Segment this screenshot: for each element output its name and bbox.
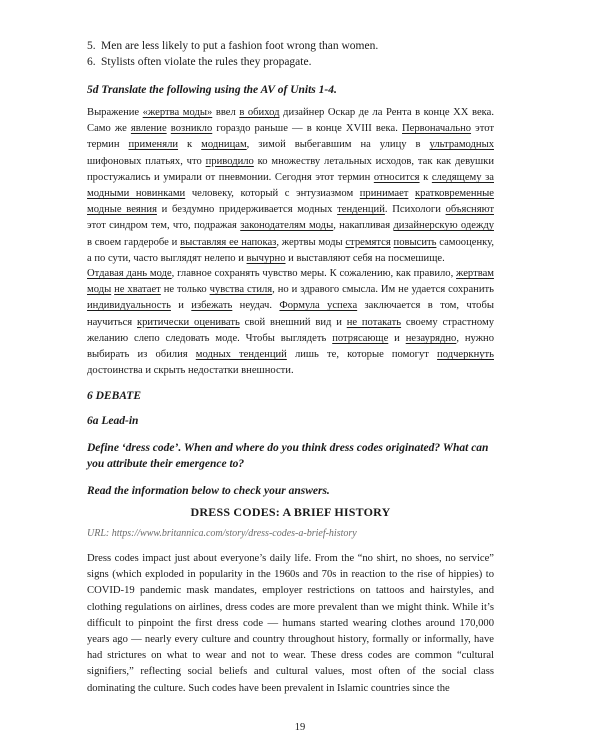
underlined-term: не потакать [346,316,402,328]
text-run: человеку, который с энтузиазмом [185,188,360,200]
text-run: , зимой выбегавшим на улицу в [246,139,430,151]
text-run: , но и здравого смысла. Им не удается сохранить [272,284,494,296]
underlined-term: модных тенденций [195,349,287,361]
russian-paragraph-1 [87,105,494,267]
underlined-term: Отдавая дань моде [87,268,172,279]
underlined-term: тенденций [337,204,385,216]
text-run: гораздо раньше — в конце XVIII века. [212,123,403,135]
underlined-term: Формула успеха [279,300,358,312]
underlined-term: Первоначально [402,123,472,135]
underlined-term: избежать [191,300,233,312]
text-run: и бездумно придерживается модных [156,204,338,216]
underlined-term: применяли [128,139,179,151]
underlined-term: принимает [359,188,409,200]
list-number: 5. [87,40,96,52]
section-6-heading: 6 DEBATE [87,390,142,402]
list-item [87,54,494,70]
text-run: к [419,171,432,183]
text-run: , главное сохранять чувство меры. К сожалению, как правило, [171,268,457,279]
text-run: и [388,332,406,344]
text-run: к [178,139,202,151]
underlined-term: чувства стиля [209,284,273,296]
text-run: . Психологи [384,204,446,216]
underlined-term: возникло [170,123,213,135]
underlined-term: повысить [393,236,437,248]
article-url: URL: https://www.britannica.com/story/dress-codes-a-brief-history [87,528,357,539]
underlined-term: приводило [205,155,254,167]
section-6a-heading: 6a Lead-in [87,415,139,427]
section-5d-heading: 5d Translate the following using the AV of Units 1-4. [87,84,337,96]
text-run: своему страстному желанию слепо следовать моде. Чтобы выглядеть [87,316,495,344]
underlined-term: индивидуальность [87,300,171,312]
underlined-term: вычурно [246,252,286,264]
list-text: Men are less likely to put a fashion foot wrong than women. [101,40,379,52]
underlined-term: стремятся [345,236,391,248]
underlined-term: следящему за модными новинками [87,171,494,200]
underlined-term: «жертва моды» [142,107,213,118]
underlined-term: жертвам моды [87,268,494,296]
underlined-term: подчеркнуть [437,349,494,361]
text-run: ко множеству летальных исходов, так как девушки простужались и умирали от пневмонии. Сегодня этот термин [87,155,494,183]
text-run: свой внешний вид и [239,316,347,328]
underlined-term: не хватает [114,284,161,296]
list-text: Stylists often violate the rules they propagate. [101,56,312,68]
list-number: 6. [87,56,96,68]
text-run: заключается в том, чтобы научиться [87,300,494,328]
underlined-term: потрясающе [332,332,389,344]
text-run: и [170,300,192,312]
underlined-term: законодателям моды [240,220,334,232]
russian-paragraph-2 [87,266,494,379]
text-run: ввел [212,107,240,118]
underlined-term: модницам [201,139,247,151]
text-run: неудач. [232,300,280,312]
instruction: Read the information below to check your answers. [87,485,330,497]
underlined-term: кратковременные модные веяния [87,188,494,216]
underlined-term: незаурядно [405,332,457,344]
lead-in-question: Define ‘dress code’. When and where do you think dress codes originated? What can you attribute their emergence to? [87,442,489,470]
underlined-term: объясняют [445,204,494,216]
text-run: Выражение [87,107,143,118]
text-run: самооценку, а по сути, часто выглядят нелепо и [87,236,494,264]
underlined-term: явление [130,123,167,135]
text-run: не только [160,284,210,296]
underlined-term: в обиход [239,107,280,118]
text-run: лишь те, которые помогут [286,349,438,361]
underlined-term: дизайнерскую одежду [393,220,494,232]
numbered-list [87,38,494,70]
text-run: этот термин [87,123,494,151]
text-run: этот синдром тем, что, подражая [87,220,241,232]
text-run: достоинства и скрыть недостатки внешности. [87,365,294,377]
page-number: 19 [294,722,306,733]
text-run: в своем гардеробе и [87,236,181,248]
underlined-term: ультрамодных [429,139,494,151]
list-item [87,38,494,54]
text-run: дизайнер Оскар де ла Рента в конце XX века. Само же [87,107,494,135]
underlined-term: выставляя ее напоказ [180,236,277,248]
article-title: DRESS CODES: A BRIEF HISTORY [190,505,391,519]
text-run: , жертвы моды [276,236,346,248]
text-run: шифоновых платьях, что [87,155,206,167]
text-run: , нужно выбирать из обилия [87,332,494,361]
article-body: Dress codes impact just about everyone’s daily life. From the “no shirt, no shoes, no service” signs (which exploded in popularity in the 1960s and 70s in reaction to the rise of hippies) to COVID-19 pandemic mask mandates, employer restrictions on tattoos and hairstyles, and clothing regulations on airlines, dress codes are more prevalent than we might think. While it’s difficult to pinpoint the first dress code — humans started wearing clothes around 170,000 years ago — nearly every culture and country throughout history, formally or informally, have had strictures on what to wear and not to wear. These dress codes are common “cultural signifiers,” reflecting social beliefs and cultural values, most often of the social class dominating the culture. Such codes have been prevalent in Islamic countries since the [87,553,494,694]
underlined-term: относится [373,171,420,183]
text-run: и выставляют себя на посмешище. [285,252,445,264]
underlined-term: критически оценивать [136,316,240,328]
text-run: , накапливая [333,220,394,232]
